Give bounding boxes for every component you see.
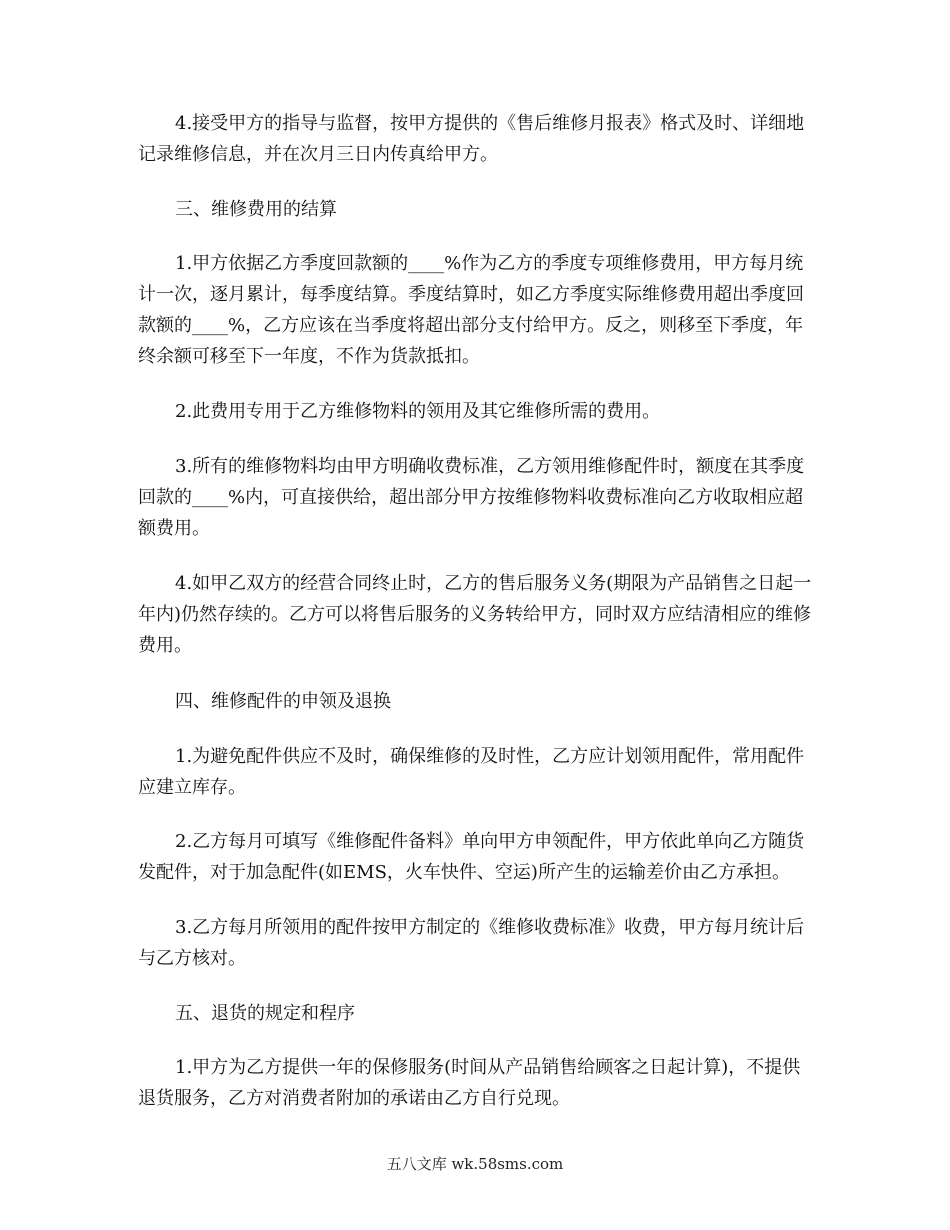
clause-3-4-contract-termination: 4.如甲乙双方的经营合同终止时，乙方的售后服务义务(期限为产品销售之日起一年内)仍然存续的。乙方可以将售后服务的义务转给甲方，同时双方应结清相应的维修费用。	[138, 573, 812, 656]
clause-5-1-warranty: 1.甲方为乙方提供一年的保修服务(时间从产品销售给顾客之日起计算)，不提供退货服务，乙方对消费者附加的承诺由乙方自行兑现。	[138, 1057, 801, 1109]
section-heading-3: 三、维修费用的结算	[175, 199, 337, 220]
clause-4-1-spare-stock: 1.为避免配件供应不及时，确保维修的及时性，乙方应计划领用配件，常用配件应建立库存。	[138, 746, 805, 798]
section-heading-4: 四、维修配件的申领及退换	[175, 691, 391, 712]
page-footer: 五八文库 wk.58sms.com	[386, 1155, 564, 1173]
clause-4-3-parts-billing: 3.乙方每月所领用的配件按甲方制定的《维修收费标准》收费，甲方每月统计后与乙方核对。	[138, 917, 805, 969]
clause-3-2-fee-usage: 2.此费用专用于乙方维修物料的领用及其它维修所需的费用。	[175, 401, 661, 422]
section-heading-5: 五、退货的规定和程序	[175, 1003, 355, 1024]
clause-4-2-parts-request: 2.乙方每月可填写《维修配件备料》单向甲方申领配件，甲方依此单向乙方随货发配件，对于加急配件(如EMS，火车快件、空运)所产生的运输差价由乙方承担。	[138, 831, 805, 883]
clause-3-3-material-charges: 3.所有的维修物料均由甲方明确收费标准，乙方领用维修配件时，额度在其季度回款的____%内，可直接供给，超出部分甲方按维修物料收费标准向乙方收取相应超额费用。	[138, 456, 805, 539]
clause-4-reporting: 4.接受甲方的指导与监督，按甲方提供的《售后维修月报表》格式及时、详细地记录维修信息，并在次月三日内传真给甲方。	[138, 113, 805, 165]
clause-3-1-fee-settlement: 1.甲方依据乙方季度回款额的____%作为乙方的季度专项维修费用，甲方每月统计一次，逐月累计，每季度结算。季度结算时，如乙方季度实际维修费用超出季度回款额的____%，乙方应该在当季度将超出部分支付给甲方。反之，则移至下季度，年终余额可移至下一年度，不作为货款抵扣。	[138, 253, 804, 367]
